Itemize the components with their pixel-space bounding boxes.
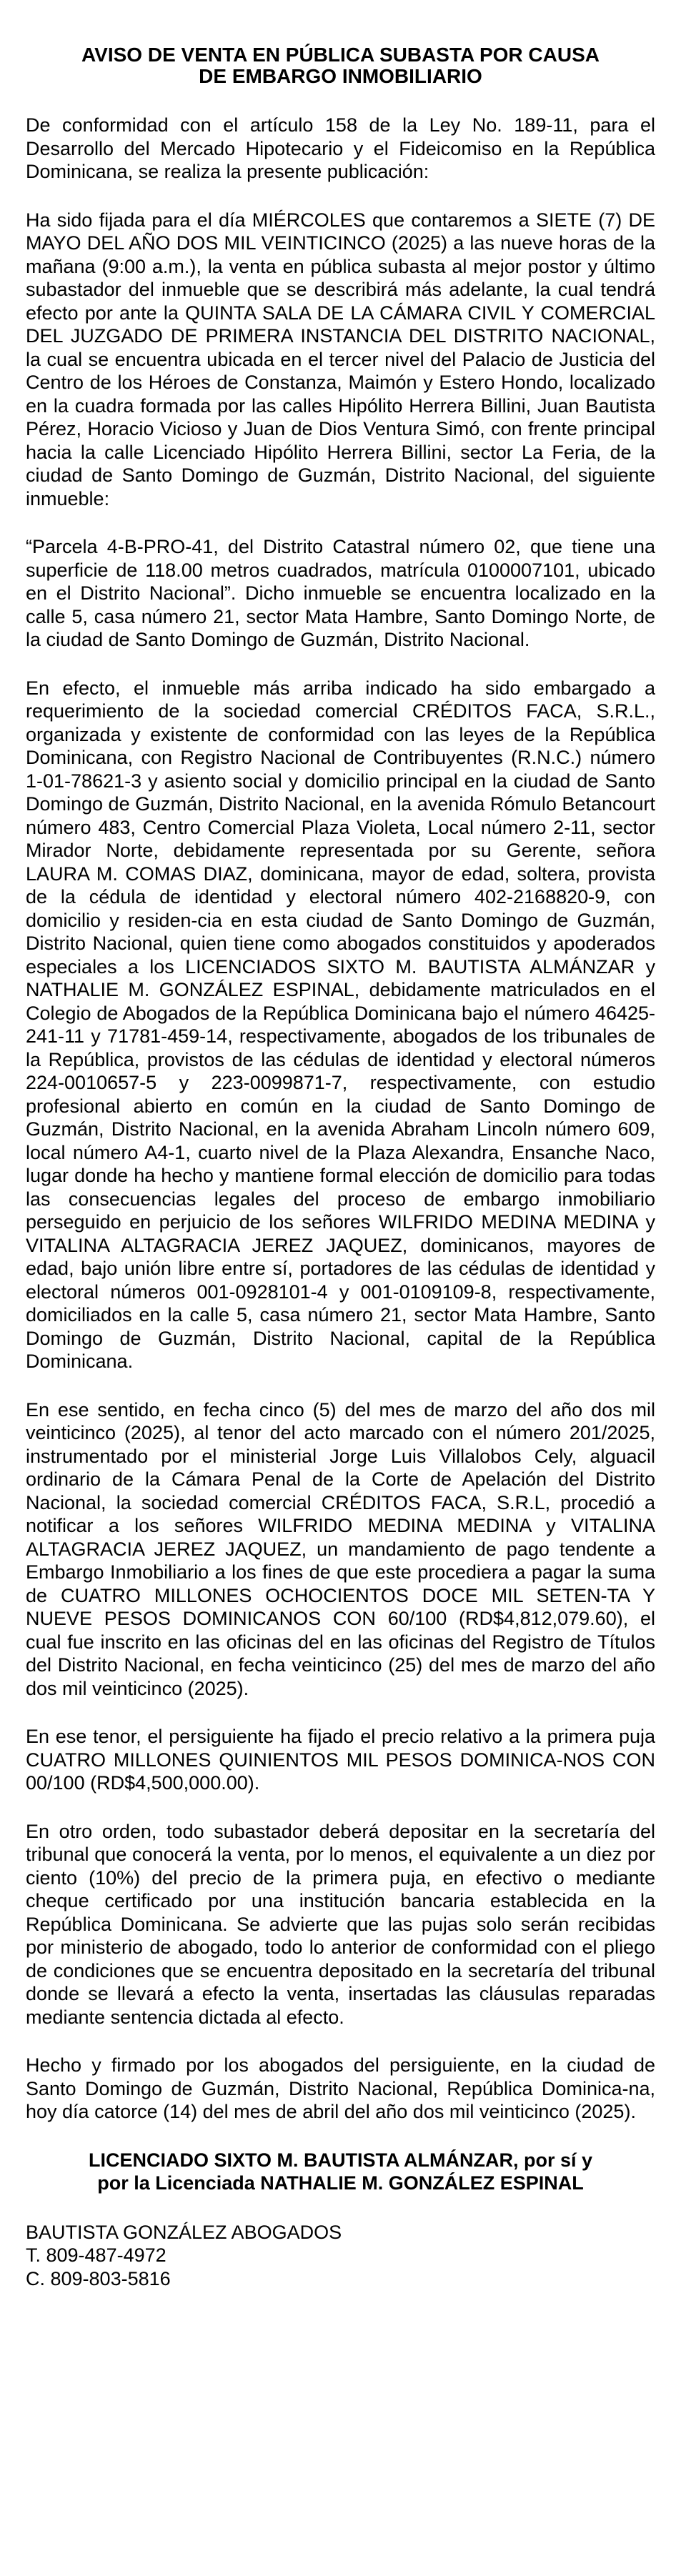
- paragraph-signed-date: Hecho y firmado por los abogados del persiguiente, en la ciudad de Santo Domingo de Guzmán, Distrito Nacional, República Dominica-na, hoy día catorce (14) del mes de abril del año dos mil veinticinco (2025).: [26, 2054, 655, 2122]
- signature-line-2: por la Licenciada NATHALIE M. GONZÁLEZ ESPINAL: [97, 2172, 584, 2194]
- signature-block: [26, 2149, 655, 2195]
- paragraph-payment-order: En ese sentido, en fecha cinco (5) del mes de marzo del año dos mil veinticinco (2025), al tenor del acto marcado con el número 201/2025, instrumentado por el ministerial Jorge Luis Villalobos Cely, alguacil ordinario de la Cámara Penal de la Corte de Apelación del Distrito Nacional, la sociedad comercial CRÉDITOS FACA, S.R.L, procedió a notificar a los señores WILFRIDO MEDINA MEDINA y VITALINA ALTAGRACIA JEREZ JAQUEZ, un mandamiento de pago tendente a Embargo Inmobiliario a los fines de que este procediera a pagar la suma de CUATRO MILLONES OCHOCIENTOS DOCE MIL SETEN-TA Y NUEVE PESOS DOMINICANOS CON 60/100 (RD$4,812,079.60), el cual fue inscrito en las oficinas del en las oficinas del Registro de Títulos del Distrito Nacional, en fecha veinticinco (25) del mes de marzo del año dos mil veinticinco (2025).: [26, 1398, 655, 1699]
- contact-cell: C. 809-803-5816: [26, 2267, 171, 2289]
- paragraph-deposit-requirements: En otro orden, todo subastador deberá depositar en la secretaría del tribunal que conocerá la venta, por lo menos, el equivalente a un diez por ciento (10%) del precio de la primera puja, en efectivo o mediante cheque certificado por una institución bancaria establecida en la República Dominicana. Se advierte que las pujas solo serán recibidas por ministerio de abogado, todo lo anterior de conformidad con el pliego de condiciones que se encuentra depositado en la secretaría del tribunal donde se llevará a efecto la venta, insertadas las cláusulas reparadas mediante sentencia dictada al efecto.: [26, 1820, 655, 2028]
- paragraph-property-description: “Parcela 4-B-PRO-41, del Distrito Catastral número 02, que tiene una superficie de 118.00 metros cuadrados, matrícula 0100007101, ubicado en el Distrito Nacional”. Dicho inmueble se encuentra localizado en la calle 5, casa número 21, sector Mata Hambre, Santo Domingo Norte, de la ciudad de Santo Domingo de Guzmán, Distrito Nacional.: [26, 536, 655, 650]
- paragraph-seizure-details: En efecto, el inmueble más arriba indicado ha sido embargado a requerimiento de la sociedad comercial CRÉDITOS FACA, S.R.L., organizada y existente de conformidad con las leyes de la República Dominicana, con Registro Nacional de Contribuyentes (R.N.C.) número 1-01-78621-3 y asiento social y domicilio principal en la ciudad de Santo Domingo de Guzmán, Distrito Nacional, en la avenida Rómulo Betancourt número 483, Centro Comercial Plaza Violeta, Local número 2-11, sector Mirador Norte, debidamente representada por su Gerente, señora LAURA M. COMAS DIAZ, dominicana, mayor de edad, soltera, provista de la cédula de identidad y electoral número 402-2168820-9, con domicilio y residen-cia en esta ciudad de Santo Domingo de Guzmán, Distrito Nacional, quien tiene como abogados constituidos y apoderados especiales a los LICENCIADOS SIXTO M. BAUTISTA ALMÁNZAR y NATHALIE M. GONZÁLEZ ESPINAL, debidamente matriculados en el Colegio de Abogados de la República Dominicana bajo el número 46425-241-11 y 71781-459-14, respectivamente, abogados de los tribunales de la República, provistos de las cédulas de identidad y electoral números 224-0010657-5 y 223-0099871-7, respectivamente, con estudio profesional abierto en común en la ciudad de Santo Domingo de Guzmán, Distrito Nacional, en la avenida Abraham Lincoln número 609, local número A4-1, cuarto nivel de la Plaza Alexandra, Ensanche Naco, lugar donde ha hecho y mantiene formal elección de domicilio para todas las consecuencias legales del proceso de embargo inmobiliario perseguido en perjuicio de los señores WILFRIDO MEDINA MEDINA y VITALINA ALTAGRACIA JEREZ JAQUEZ, dominicanos, mayores de edad, bajo unión libre entre sí, portadores de las cédulas de identidad y electoral números 001-0928101-4 y 001-0109109-8, respectivamente, domiciliados en la calle 5, casa número 21, sector Mata Hambre, Santo Domingo de Guzmán, Distrito Nacional, capital de la República Dominicana.: [26, 677, 655, 1372]
- contact-block: [26, 2221, 655, 2291]
- paragraph-legal-basis: De conformidad con el artículo 158 de la Ley No. 189-11, para el Desarrollo del Mercado Hipotecario y el Fideicomiso en la República Dominicana, se realiza la presente publicación:: [26, 114, 655, 182]
- notice-title-line-1: AVISO DE VENTA EN PÚBLICA SUBASTA POR CAUSA: [81, 44, 600, 66]
- signature-line-1: LICENCIADO SIXTO M. BAUTISTA ALMÁNZAR, por sí y: [88, 2149, 592, 2171]
- paragraph-first-bid-price: En ese tenor, el persiguiente ha fijado el precio relativo a la primera puja CUATRO MILLONES QUINIENTOS MIL PESOS DOMINICA-NOS CON 00/100 (RD$4,500,000.00).: [26, 1726, 655, 1794]
- contact-firm-name: BAUTISTA GONZÁLEZ ABOGADOS: [26, 2221, 342, 2243]
- notice-title: [26, 44, 655, 87]
- contact-phone: T. 809-487-4972: [26, 2244, 166, 2266]
- notice-title-line-2: DE EMBARGO INMOBILIARIO: [199, 65, 482, 87]
- paragraph-auction-date: Ha sido fijada para el día MIÉRCOLES que contaremos a SIETE (7) DE MAYO DEL AÑO DOS MIL VEINTICINCO (2025) a las nueve horas de la mañana (9:00 a.m.), la venta en pública subasta al mejor postor y último subastador del inmueble que se describirá más adelante, la cual tendrá efecto por ante la QUINTA SALA DE LA CÁMARA CIVIL Y COMERCIAL DEL JUZGADO DE PRIMERA INSTANCIA DEL DISTRITO NACIONAL, la cual se encuentra ubicada en el tercer nivel del Palacio de Justicia del Centro de los Héroes de Constanza, Maimón y Estero Hondo, localizado en la cuadra formada por las calles Hipólito Herrera Billini, Juan Bautista Pérez, Horacio Vicioso y Juan de Dios Ventura Simó, con frente principal hacia la calle Licenciado Hipólito Herrera Billini, sector La Feria, de la ciudad de Santo Domingo de Guzmán, Distrito Nacional, del siguiente inmueble:: [26, 209, 655, 509]
